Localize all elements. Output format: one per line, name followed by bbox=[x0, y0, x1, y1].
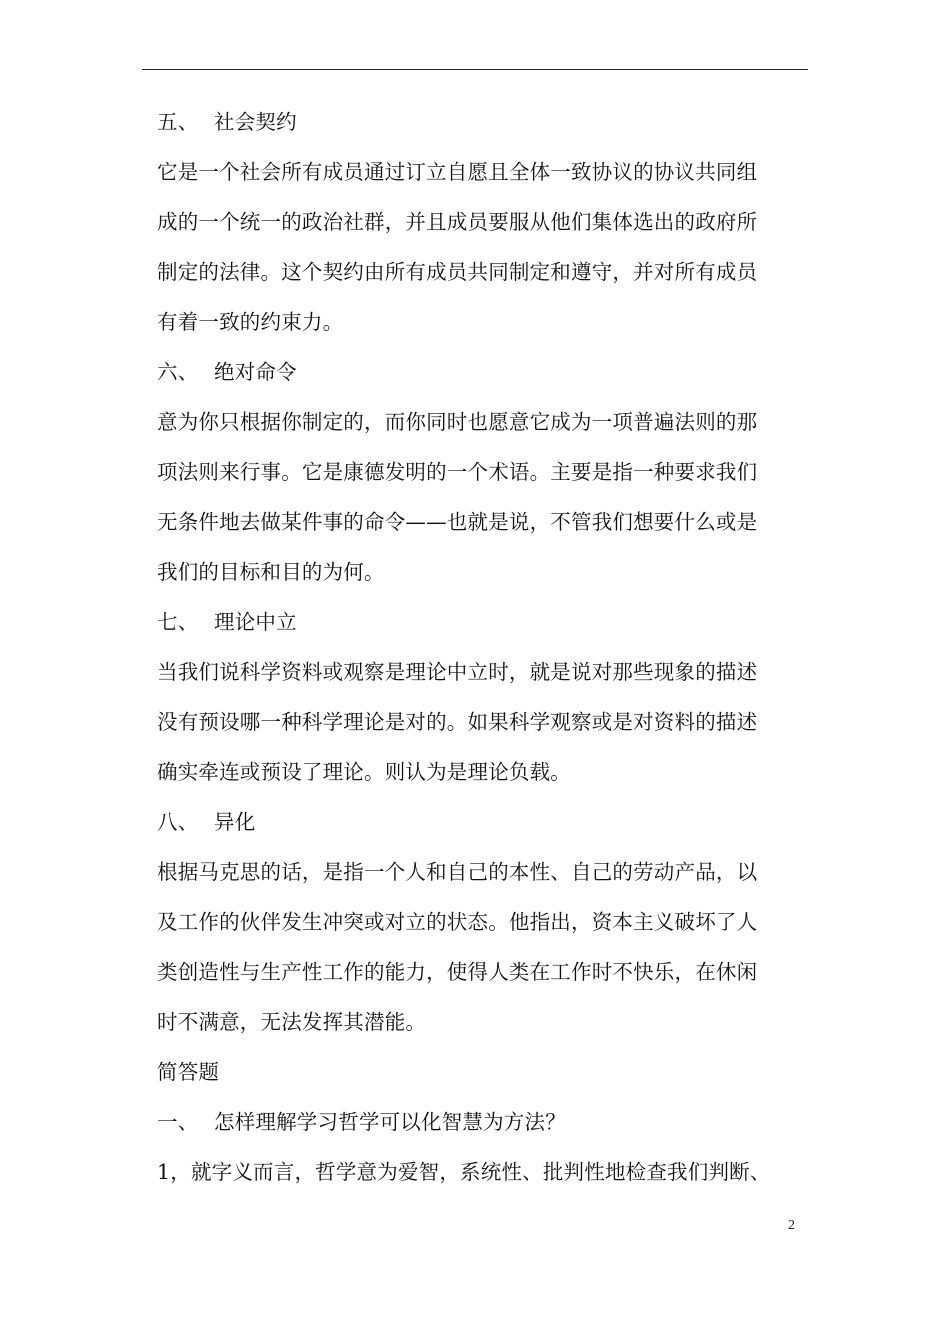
answer-line: 1，就字义而言，哲学意为爱智，系统性、批判性地检查我们判断、 bbox=[157, 1160, 771, 1184]
section-heading bbox=[157, 103, 807, 153]
section-number: 八、 bbox=[157, 810, 199, 834]
paragraph-line: 类创造性与生产性工作的能力，使得人类在工作时不快乐，在休闲 bbox=[157, 960, 758, 984]
paragraph-line: 项法则来行事。它是康德发明的一个术语。主要是指一种要求我们 bbox=[157, 460, 758, 484]
paragraph-line: 制定的法律。这个契约由所有成员共同制定和遵守，并对所有成员 bbox=[157, 260, 758, 284]
question-heading bbox=[157, 1103, 807, 1153]
paragraph-line: 我们的目标和目的为何。 bbox=[157, 560, 385, 584]
section-title: 社会契约 bbox=[214, 110, 297, 134]
question-number: 一、 bbox=[157, 1110, 199, 1134]
question-title: 怎样理解学习哲学可以化智慧为方法？ bbox=[214, 1110, 566, 1134]
paragraph-line: 确实牵连或预设了理论。则认为是理论负载。 bbox=[157, 760, 571, 784]
short-answer-title: 简答题 bbox=[157, 1060, 220, 1084]
document-body bbox=[157, 103, 807, 1203]
paragraph-line: 有着一致的约束力。 bbox=[157, 310, 344, 334]
paragraph-line: 时不满意，无法发挥其潜能。 bbox=[157, 1010, 427, 1034]
section-title: 理论中立 bbox=[214, 610, 297, 634]
paragraph-line: 成的一个统一的政治社群，并且成员要服从他们集体选出的政府所 bbox=[157, 210, 758, 234]
section-number: 七、 bbox=[157, 610, 199, 634]
section-number: 六、 bbox=[157, 360, 199, 384]
paragraph-line: 无条件地去做某件事的命令——也就是说，不管我们想要什么或是 bbox=[157, 510, 758, 534]
section-heading bbox=[157, 603, 807, 653]
section-title: 绝对命令 bbox=[214, 360, 297, 384]
paragraph-line: 意为你只根据你制定的，而你同时也愿意它成为一项普遍法则的那 bbox=[157, 410, 758, 434]
paragraph-line: 及工作的伙伴发生冲突或对立的状态。他指出，资本主义破坏了人 bbox=[157, 910, 758, 934]
paragraph-line: 根据马克思的话，是指一个人和自己的本性、自己的劳动产品，以 bbox=[157, 860, 758, 884]
header-rule bbox=[142, 69, 808, 70]
section-number: 五、 bbox=[157, 110, 199, 134]
section-title: 异化 bbox=[214, 810, 256, 834]
paragraph-line: 当我们说科学资料或观察是理论中立时，就是说对那些现象的描述 bbox=[157, 660, 758, 684]
page-number: 2 bbox=[788, 1218, 795, 1233]
section-heading bbox=[157, 803, 807, 853]
paragraph-line: 没有预设哪一种科学理论是对的。如果科学观察或是对资料的描述 bbox=[157, 710, 758, 734]
paragraph-line: 它是一个社会所有成员通过订立自愿且全体一致协议的协议共同组 bbox=[157, 160, 758, 184]
section-heading bbox=[157, 353, 807, 403]
